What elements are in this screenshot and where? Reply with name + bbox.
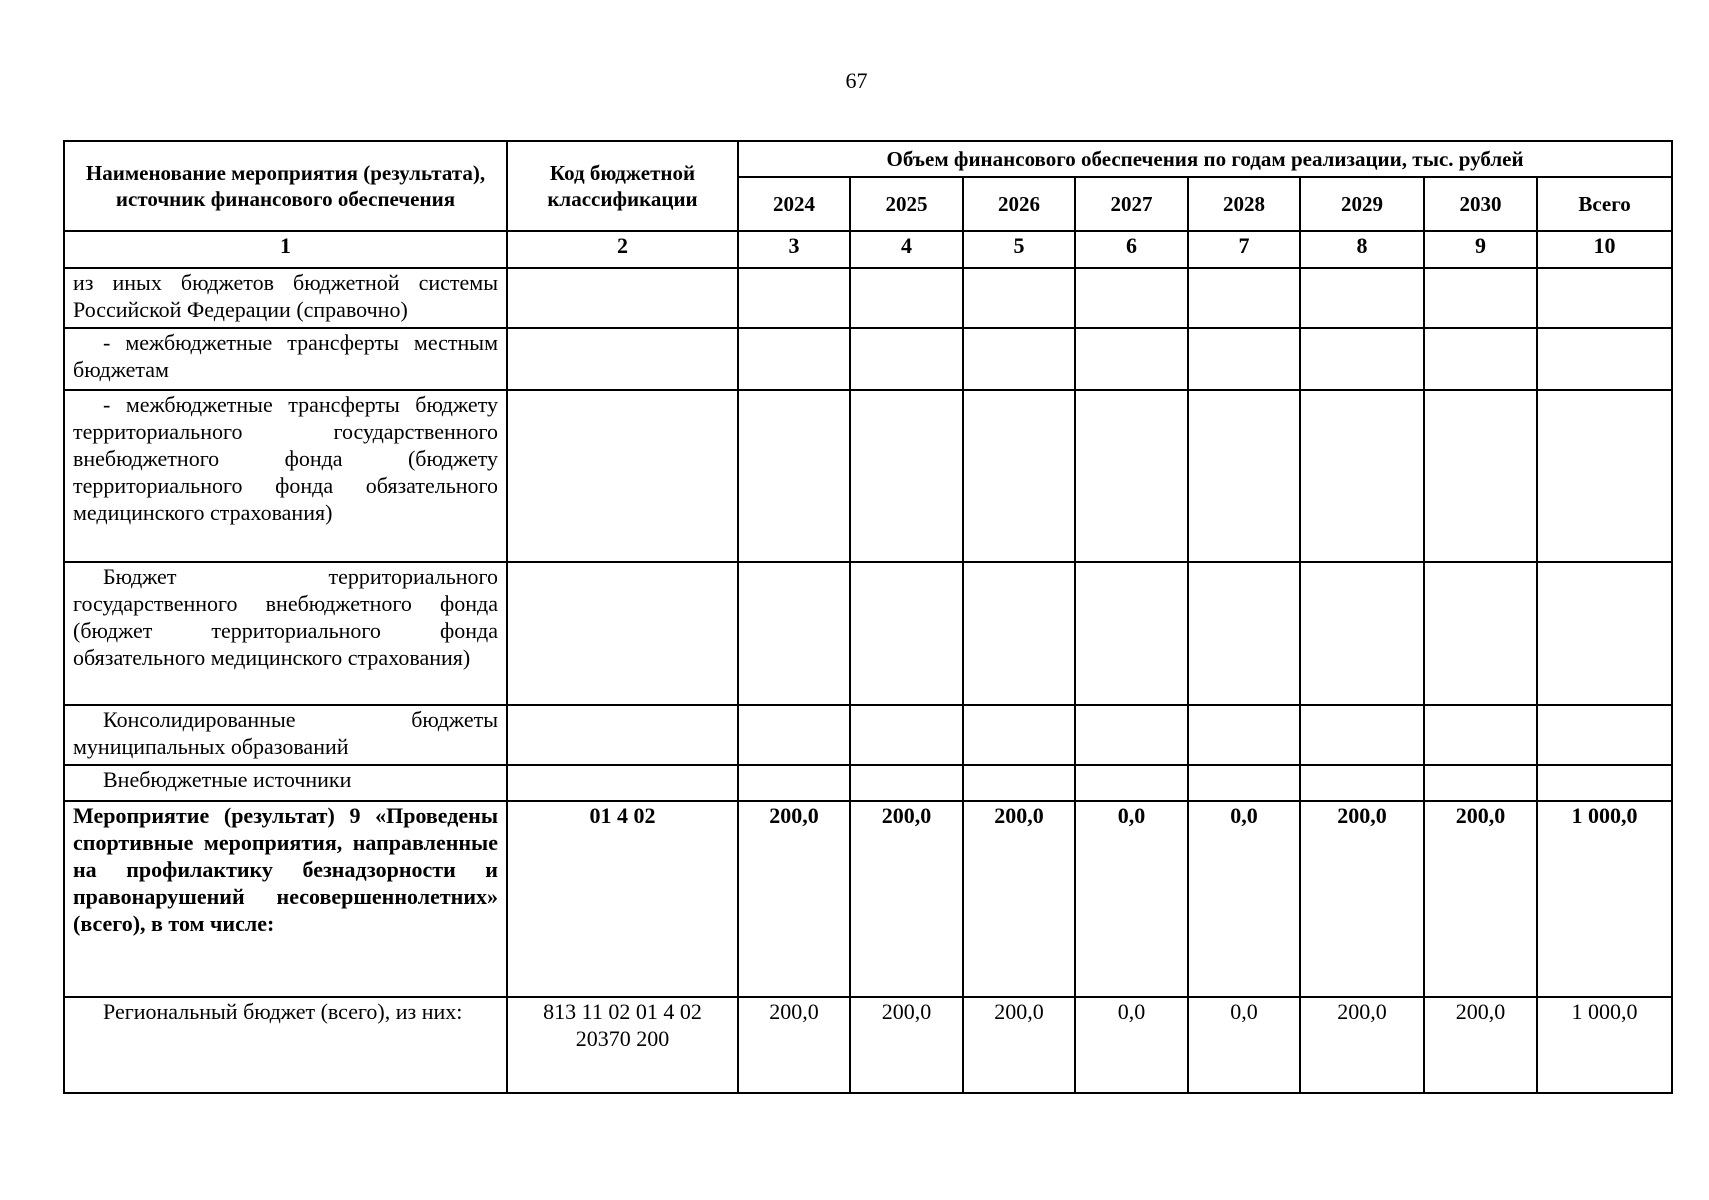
row-value — [963, 562, 1075, 705]
budget-table — [63, 140, 1673, 1094]
row-value — [1300, 562, 1424, 705]
row-value — [963, 390, 1075, 562]
row-name: Мероприятие (результат) 9 «Проведены спортивные мероприятия, направленные на профилактику безнадзорности и правонарушений несовершеннолетних» (всего), в том числе: — [64, 801, 507, 997]
header-year: 2027 — [1075, 177, 1188, 231]
row-value — [850, 268, 963, 328]
row-total — [1537, 705, 1672, 765]
row-value — [1424, 765, 1537, 801]
row-value — [963, 268, 1075, 328]
column-number: 9 — [1424, 231, 1537, 268]
row-total: 1 000,0 — [1537, 801, 1672, 997]
row-total: 1 000,0 — [1537, 997, 1672, 1093]
row-code: 813 11 02 01 4 02 20370 200 — [507, 997, 738, 1093]
row-value — [1075, 562, 1188, 705]
row-value — [1075, 268, 1188, 328]
table-row — [64, 328, 1672, 390]
row-value — [1075, 328, 1188, 390]
row-value — [850, 765, 963, 801]
row-name: из иных бюджетов бюджетной системы Российской Федерации (справочно) — [64, 268, 507, 328]
row-name: - межбюджетные трансферты местным бюджетам — [64, 328, 507, 390]
row-value — [1300, 328, 1424, 390]
row-value: 200,0 — [850, 997, 963, 1093]
row-value — [738, 765, 850, 801]
row-code — [507, 705, 738, 765]
row-value — [1188, 765, 1300, 801]
row-name: - межбюджетные трансферты бюджету территориального государственного внебюджетного фонда (бюджету территориального фонда обязательного медицинского страхования) — [64, 390, 507, 562]
row-total — [1537, 562, 1672, 705]
row-value — [1075, 705, 1188, 765]
row-total — [1537, 328, 1672, 390]
column-number: 1 — [64, 231, 507, 268]
row-value — [738, 268, 850, 328]
column-number: 6 — [1075, 231, 1188, 268]
row-value — [1424, 705, 1537, 765]
row-total — [1537, 765, 1672, 801]
column-number: 8 — [1300, 231, 1424, 268]
column-number: 5 — [963, 231, 1075, 268]
row-value — [850, 328, 963, 390]
row-value — [738, 390, 850, 562]
row-value: 200,0 — [738, 997, 850, 1093]
row-value — [1424, 390, 1537, 562]
row-name: Внебюджетные источники — [64, 765, 507, 801]
row-name: Бюджет территориального государственного внебюджетного фонда (бюджет территориального фонда обязательного медицинского страхования) — [64, 562, 507, 705]
table-row — [64, 562, 1672, 705]
table-row — [64, 268, 1672, 328]
row-code — [507, 765, 738, 801]
row-value: 200,0 — [1300, 997, 1424, 1093]
column-number: 4 — [850, 231, 963, 268]
row-value — [963, 705, 1075, 765]
row-total — [1537, 268, 1672, 328]
row-value — [738, 562, 850, 705]
row-value: 200,0 — [1424, 997, 1537, 1093]
row-value — [963, 765, 1075, 801]
header-name: Наименование мероприятия (результата), источник финансового обеспечения — [64, 141, 507, 231]
header-year: 2024 — [738, 177, 850, 231]
row-value — [1424, 328, 1537, 390]
row-value — [1300, 765, 1424, 801]
row-value — [850, 705, 963, 765]
table-row — [64, 997, 1672, 1093]
header-year: 2028 — [1188, 177, 1300, 231]
row-value: 200,0 — [850, 801, 963, 997]
row-code — [507, 328, 738, 390]
row-value: 200,0 — [1300, 801, 1424, 997]
row-value — [963, 328, 1075, 390]
row-code — [507, 390, 738, 562]
row-value: 0,0 — [1075, 801, 1188, 997]
row-code — [507, 268, 738, 328]
row-value — [1424, 562, 1537, 705]
row-value: 0,0 — [1188, 997, 1300, 1093]
row-value — [1188, 390, 1300, 562]
table-row — [64, 705, 1672, 765]
row-code — [507, 562, 738, 705]
row-value — [1300, 705, 1424, 765]
row-name: Региональный бюджет (всего), из них: — [64, 997, 507, 1093]
row-value — [1188, 268, 1300, 328]
table-row — [64, 765, 1672, 801]
header-volume: Объем финансового обеспечения по годам реализации, тыс. рублей — [738, 141, 1672, 177]
column-number: 3 — [738, 231, 850, 268]
row-value: 0,0 — [1075, 997, 1188, 1093]
row-value: 200,0 — [963, 801, 1075, 997]
row-value — [1424, 268, 1537, 328]
row-value — [1075, 390, 1188, 562]
column-number: 7 — [1188, 231, 1300, 268]
row-name: Консолидированные бюджеты муниципальных образований — [64, 705, 507, 765]
row-value — [1300, 268, 1424, 328]
header-year: 2025 — [850, 177, 963, 231]
row-code: 01 4 02 — [507, 801, 738, 997]
column-number: 2 — [507, 231, 738, 268]
row-value: 200,0 — [963, 997, 1075, 1093]
page-number: 67 — [845, 68, 868, 93]
row-value: 200,0 — [1424, 801, 1537, 997]
row-value — [738, 328, 850, 390]
row-value — [850, 390, 963, 562]
row-value — [1188, 328, 1300, 390]
row-value — [850, 562, 963, 705]
table-row — [64, 801, 1672, 997]
row-value — [1300, 390, 1424, 562]
row-value — [1075, 765, 1188, 801]
row-value — [1188, 705, 1300, 765]
header-year: 2030 — [1424, 177, 1537, 231]
header-total: Всего — [1537, 177, 1672, 231]
row-value: 200,0 — [738, 801, 850, 997]
header-year: 2029 — [1300, 177, 1424, 231]
table-row — [64, 390, 1672, 562]
row-total — [1537, 390, 1672, 562]
row-value: 0,0 — [1188, 801, 1300, 997]
header-year: 2026 — [963, 177, 1075, 231]
row-value — [738, 705, 850, 765]
header-code: Код бюджетной классификации — [507, 141, 738, 231]
column-number: 10 — [1537, 231, 1672, 268]
row-value — [1188, 562, 1300, 705]
